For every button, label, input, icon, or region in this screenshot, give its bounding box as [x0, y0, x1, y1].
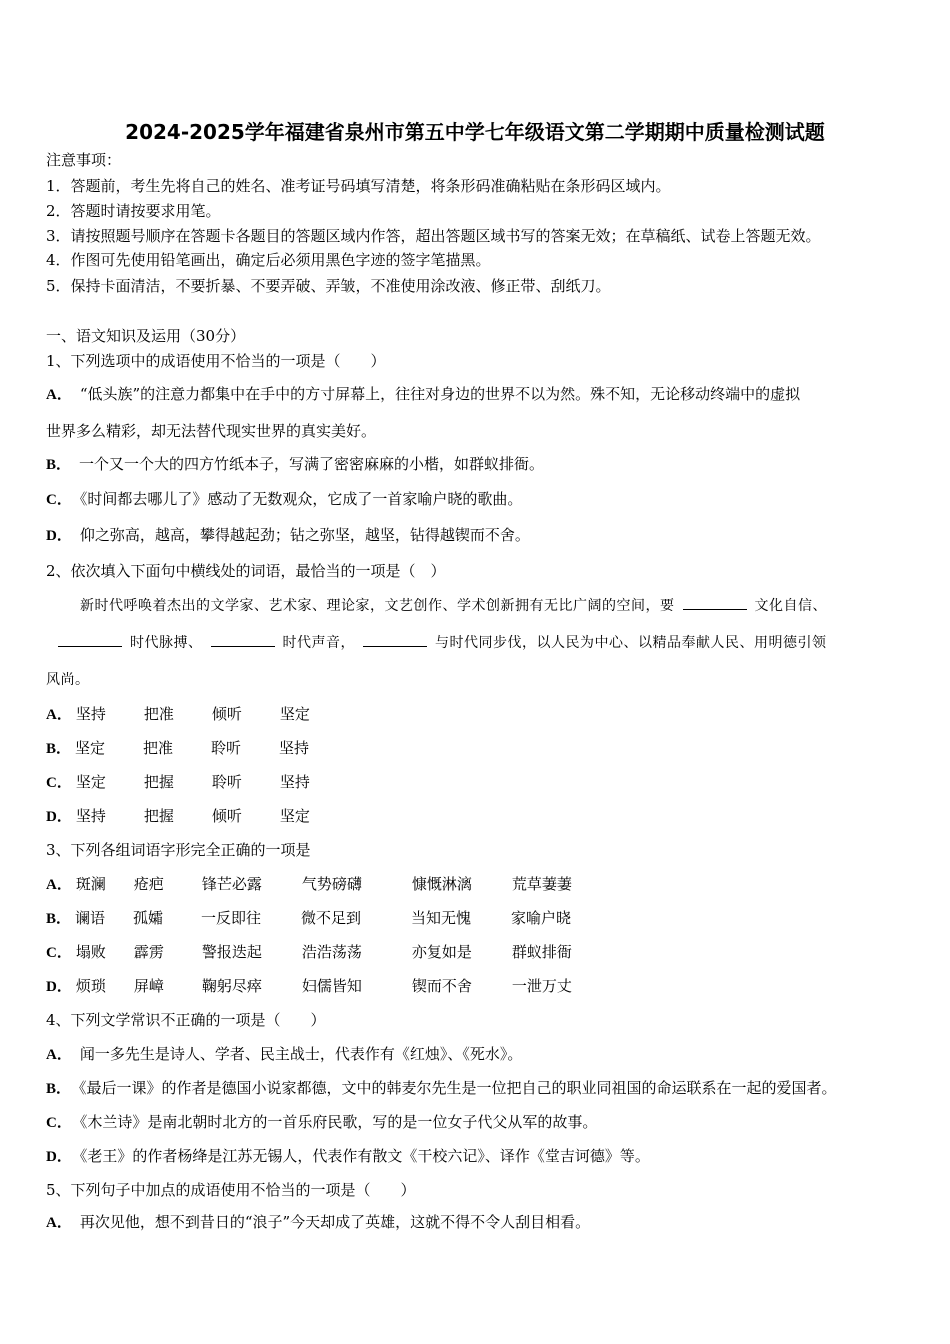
- option-word: 锋芒必露: [201, 875, 262, 893]
- option-c: C． 《时间都去哪儿了》感动了无数观众，它成了一首家喻户晓的歌曲。: [46, 490, 523, 508]
- option-d: D． 《老王》的作者杨绛是江苏无锡人，代表作有散文《干校六记》、译作《堂吉诃德》等。: [46, 1147, 650, 1165]
- option-b: B． 《最后一课》的作者是德国小说家都德，文中的韩麦尔先生是一位把自己的职业同祖国的命运联系在一起的爱国者。: [46, 1079, 837, 1097]
- section-heading: 一、语文知识及运用（30分）: [46, 327, 246, 345]
- option-word: 坚定: [279, 807, 310, 825]
- blank: [211, 634, 275, 647]
- option-label: C．: [46, 945, 72, 961]
- option-row: [46, 942, 592, 963]
- option-word: 把准: [143, 739, 174, 757]
- option-row: [46, 908, 591, 929]
- option-word: 坚定: [75, 739, 106, 757]
- question-stem: 4、下列文学常识不正确的一项是（ ）: [46, 1011, 326, 1029]
- option-word: 孤孀: [133, 909, 164, 927]
- option-b: B． 一个又一个大的四方竹纸本子，写满了密密麻麻的小楷，如群蚁排衙。: [46, 455, 545, 473]
- option-a: A． 再次见他，想不到昔日的“浪子”今天却成了英雄，这就不得不令人刮目相看。: [46, 1213, 591, 1231]
- option-word: 气势磅礴: [301, 875, 362, 893]
- option-word: 坚持: [279, 773, 310, 791]
- blank: [683, 597, 747, 610]
- option-a: A． 闻一多先生是诗人、学者、民主战士，代表作有《红烛》、《死水》。: [46, 1045, 523, 1063]
- option-word: 坚持: [75, 807, 106, 825]
- page-title: 2024-2025学年福建省泉州市第五中学七年级语文第二学期期中质量检测试题: [125, 120, 825, 144]
- option-row: [46, 874, 592, 895]
- option-label: B．: [46, 741, 72, 757]
- notice-item: 3．请按照题号顺序在答题卡各题目的答题区域内作答，超出答题区域书写的答案无效；在草稿纸、试卷上答题无效。: [46, 227, 821, 245]
- option-word: 慷慨淋漓: [411, 875, 472, 893]
- option-word: 霹雳: [133, 943, 164, 961]
- blank: [363, 634, 427, 647]
- option-label: C．: [46, 775, 72, 791]
- option-word: 倾听: [211, 807, 242, 825]
- option-word: 妇儒皆知: [301, 977, 362, 995]
- option-word: 把准: [143, 705, 174, 723]
- question-stem: 1、下列选项中的成语使用不恰当的一项是（ ）: [46, 352, 386, 370]
- notice-item: 1．答题前，考生先将自己的姓名、准考证号码填写清楚，将条形码准确粘贴在条形码区域内。: [46, 177, 671, 195]
- option-word: 把握: [143, 773, 174, 791]
- blank: [58, 634, 122, 647]
- option-word: 坚持: [279, 739, 310, 757]
- option-word: 一泄万丈: [511, 977, 572, 995]
- passage-line: 时代脉搏、 时代声音， 与时代同步伐，以人民为中心、以精品奉献人民、用明德引领: [50, 633, 827, 653]
- option-word: 聆听: [211, 773, 242, 791]
- option-word: 疮疤: [133, 875, 164, 893]
- option-word: 烦琐: [75, 977, 106, 995]
- option-a: A． “低头族”的注意力都集中在手中的方寸屏幕上，往往对身边的世界不以为然。殊不知，无论移动终端中的虚拟: [46, 385, 801, 403]
- option-word: 坚定: [279, 705, 310, 723]
- option-word: 塌败: [75, 943, 106, 961]
- option-word: 聆听: [211, 739, 242, 757]
- option-label: A．: [46, 877, 72, 893]
- question-stem: 3、下列各组词语字形完全正确的一项是: [46, 841, 311, 859]
- passage-line: 新时代呼唤着杰出的文学家、艺术家、理论家，文艺创作、学术创新拥有无比广阔的空间，要 文化自信、: [80, 598, 827, 614]
- option-a-cont: 世界多么精彩，却无法替代现实世界的真实美好。: [46, 422, 377, 440]
- option-word: 微不足到: [301, 909, 362, 927]
- option-word: 把握: [143, 807, 174, 825]
- option-word: 倾听: [211, 705, 242, 723]
- option-word: 坚持: [75, 705, 106, 723]
- notice-item: 2．答题时请按要求用笔。: [46, 202, 221, 220]
- question-stem: 2、依次填入下面句中横线处的词语，最恰当的一项是（ ）: [46, 562, 446, 580]
- option-word: 荒草萋萋: [511, 875, 572, 893]
- option-row: [46, 976, 592, 997]
- option-row: [46, 772, 348, 793]
- option-label: B．: [46, 911, 72, 927]
- question-stem: 5、下列句子中加点的成语使用不恰当的一项是（ ）: [46, 1181, 416, 1199]
- option-word: 斑澜: [75, 875, 106, 893]
- option-label: D．: [46, 979, 72, 995]
- option-word: 锲而不舍: [411, 977, 472, 995]
- notice-item: 5．保持卡面清洁，不要折暴、不要弄破、弄皱，不准使用涂改液、修正带、刮纸刀。: [46, 277, 611, 295]
- notice-item: 4．作图可先使用铅笔画出，确定后必须用黑色字迹的签字笔描黑。: [46, 251, 491, 269]
- option-row: [46, 704, 348, 725]
- option-row: [46, 806, 348, 827]
- passage-line: 风尚。: [46, 672, 90, 688]
- option-d: D． 仰之弥高，越高，攀得越起劲；钻之弥坚，越坚，钻得越锲而不舍。: [46, 526, 530, 544]
- option-word: 当知无愧: [411, 909, 472, 927]
- option-word: 鞠躬尽瘁: [201, 977, 262, 995]
- option-word: 警报迭起: [201, 943, 262, 961]
- option-label: D．: [46, 809, 72, 825]
- option-word: 群蚁排衙: [511, 943, 572, 961]
- option-word: 亦复如是: [411, 943, 472, 961]
- option-c: C． 《木兰诗》是南北朝时北方的一首乐府民歌，写的是一位女子代父从军的故事。: [46, 1113, 598, 1131]
- option-word: 谰语: [75, 909, 106, 927]
- option-word: 一反即往: [201, 909, 262, 927]
- notice-heading: 注意事项：: [46, 151, 122, 169]
- option-word: 浩浩荡荡: [301, 943, 362, 961]
- option-word: 家喻户晓: [511, 909, 572, 927]
- option-word: 屏嶂: [133, 977, 164, 995]
- option-word: 坚定: [75, 773, 106, 791]
- option-row: [46, 738, 347, 759]
- option-label: A．: [46, 707, 72, 723]
